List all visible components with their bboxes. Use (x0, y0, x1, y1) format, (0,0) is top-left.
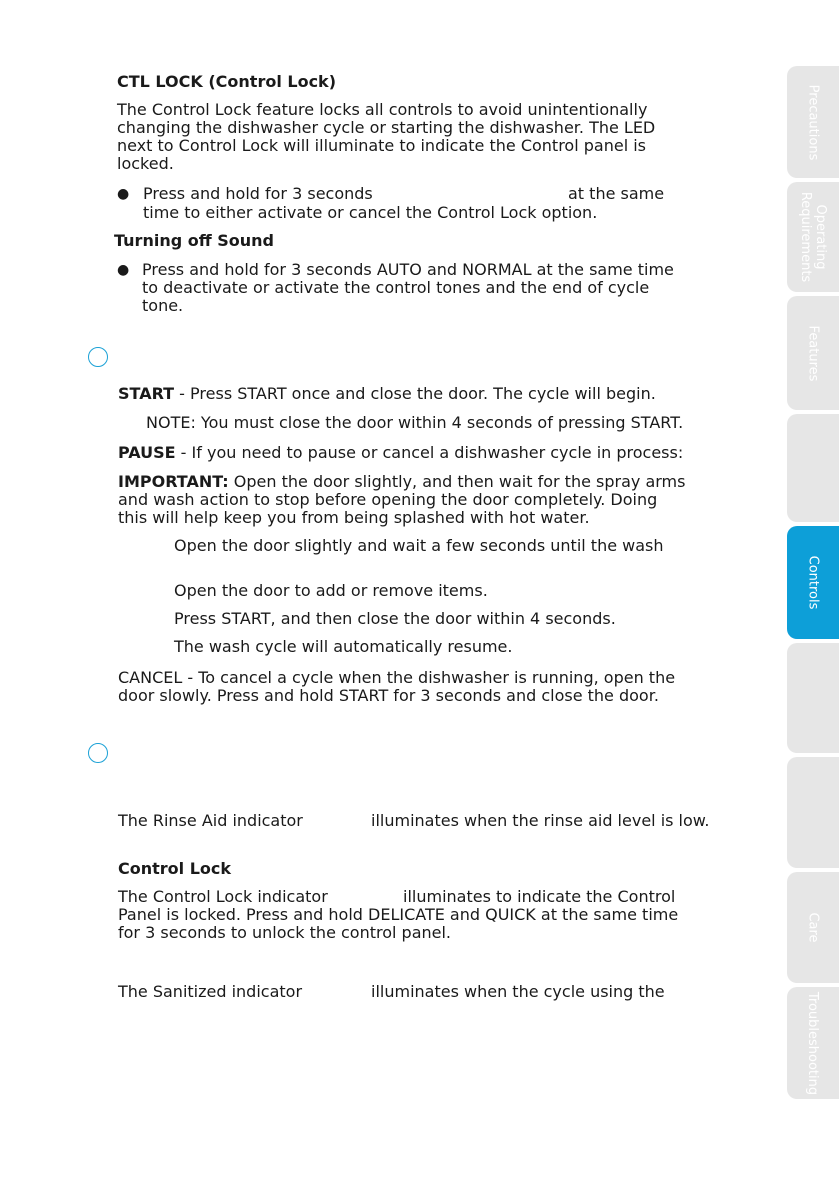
ctl-lock-bullet-a: Press and hold for 3 seconds (143, 184, 373, 203)
tab-label: Controls (805, 555, 821, 610)
start-note: NOTE: You must close the door within 4 seconds of pressing START. (146, 413, 684, 432)
step-item: Open the door slightly and wait a few seconds until the wash (174, 536, 664, 555)
text-line: and wash action to stop before opening the door completely. Doing (118, 490, 658, 509)
text-line: door slowly. Press and hold START for 3 seconds and close the door. (118, 686, 659, 705)
tab-blank-3[interactable] (787, 757, 839, 868)
tab-label: Precautions (805, 84, 821, 160)
rinse-aid-a: The Rinse Aid indicator (118, 811, 303, 830)
tab-label: Troubleshooting (805, 991, 821, 1095)
control-lock-line1-b: illuminates to indicate the Control (403, 887, 676, 906)
rinse-aid-b: illuminates when the rinse aid level is low. (371, 811, 710, 830)
start-label: START (118, 384, 175, 403)
tab-operating-requirements[interactable] (787, 182, 839, 292)
section-circle-icon (88, 743, 108, 763)
sound-paragraph (142, 261, 674, 315)
ctl-lock-paragraph (117, 101, 655, 173)
start-text: - Press START once and close the door. The cycle will begin. (174, 384, 656, 403)
step-item: Press START, and then close the door within 4 seconds. (174, 609, 616, 628)
pause-text: - If you need to pause or cancel a dishwasher cycle in process: (175, 443, 684, 462)
tab-label: Operating Requirements (798, 191, 828, 283)
text-line: this will help keep you from being splashed with hot water. (118, 508, 590, 527)
tab-features[interactable] (787, 296, 839, 410)
bullet-icon: ● (117, 186, 130, 202)
tab-controls[interactable] (787, 526, 839, 639)
step-item: The wash cycle will automatically resume. (174, 637, 513, 656)
cancel-paragraph (118, 669, 675, 705)
start-line (118, 385, 656, 403)
pause-label: PAUSE (118, 443, 176, 462)
control-lock-lines (118, 906, 678, 942)
tab-troubleshooting[interactable] (787, 987, 839, 1099)
text-line: tone. (142, 296, 184, 315)
bullet-icon: ● (117, 262, 130, 278)
important-text: Open the door slightly, and then wait for the spray arms (228, 472, 686, 491)
sanitized-b: illuminates when the cycle using the (371, 982, 665, 1001)
text-line: locked. (117, 154, 174, 173)
important-label: IMPORTANT: (118, 472, 229, 491)
tab-label: Features (805, 325, 821, 381)
text-line: for 3 seconds to unlock the control panel. (118, 923, 452, 942)
tab-label: Care (805, 912, 821, 943)
tab-blank-2[interactable] (787, 643, 839, 753)
text-line (118, 473, 685, 491)
tab-blank-1[interactable] (787, 414, 839, 522)
sound-heading: Turning off Sound (114, 231, 274, 250)
important-paragraph (118, 473, 685, 527)
text-line: next to Control Lock will illuminate to indicate the Control panel is (117, 136, 646, 155)
ctl-lock-heading: CTL LOCK (Control Lock) (117, 72, 337, 91)
control-lock-line1-a: The Control Lock indicator (118, 887, 328, 906)
text-line: to deactivate or activate the control tones and the end of cycle (142, 278, 650, 297)
text-line: Panel is locked. Press and hold DELICATE and QUICK at the same time (118, 905, 679, 924)
ctl-lock-bullet-b: at the same (568, 184, 665, 203)
text-line: The Control Lock feature locks all controls to avoid unintentionally (117, 100, 648, 119)
section-circle-icon (88, 347, 108, 367)
control-lock-heading: Control Lock (118, 859, 232, 878)
tab-precautions[interactable] (787, 66, 839, 178)
pause-line (118, 444, 683, 462)
text-line: CANCEL - To cancel a cycle when the dishwasher is running, open the (118, 668, 676, 687)
step-item: Open the door to add or remove items. (174, 581, 488, 600)
sanitized-a: The Sanitized indicator (118, 982, 303, 1001)
text-line: Press and hold for 3 seconds AUTO and NORMAL at the same time (142, 260, 674, 279)
text-line: changing the dishwasher cycle or starting the dishwasher. The LED (117, 118, 656, 137)
ctl-lock-bullet-line2: time to either activate or cancel the Control Lock option. (143, 203, 598, 222)
tab-care[interactable] (787, 872, 839, 983)
